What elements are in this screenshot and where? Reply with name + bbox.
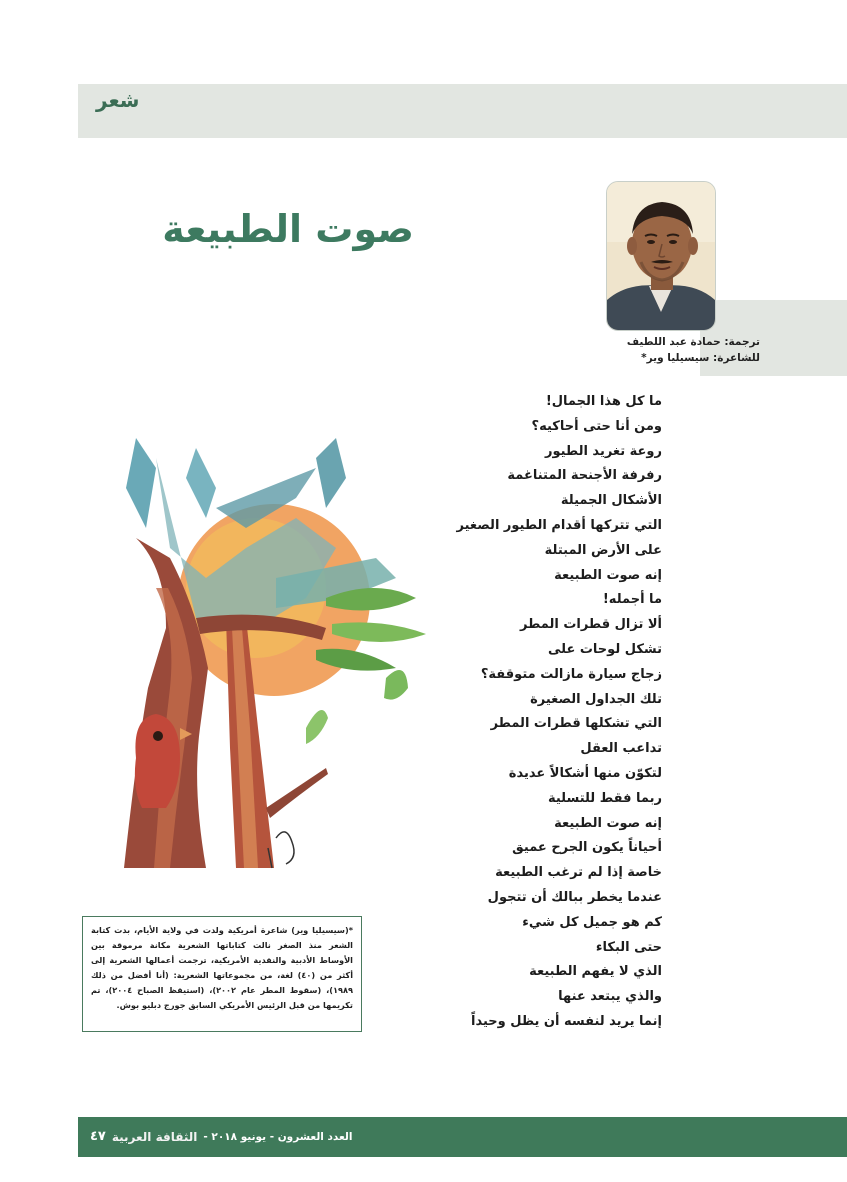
poem-credits xyxy=(610,334,760,366)
poem-line: عندما يخطر ببالك أن تتجول xyxy=(487,889,662,905)
poem-line: إنه صوت الطبيعة xyxy=(554,815,662,831)
magazine-name: الثقافة العربية xyxy=(111,1130,198,1144)
footer xyxy=(90,1117,352,1157)
translator-credit: ترجمة: حمادة عبد اللطيف xyxy=(626,336,760,348)
translator-photo xyxy=(606,181,716,331)
poem-line: زجاج سيارة مازالت متوقفة؟ xyxy=(480,666,662,682)
poem-line: على الأرض المبتلة xyxy=(544,542,662,558)
poem-line: والذي يبتعد عنها xyxy=(558,989,662,1005)
poem-line: ربما فقط للتسلية xyxy=(547,790,662,806)
poem-line: رفرفة الأجنحة المتناغمة xyxy=(507,468,662,484)
poem-line: تلك الجداول الصغيرة xyxy=(530,691,662,707)
poem-line: الأشكال الجميلة xyxy=(560,493,662,509)
poet-credit: للشاعرة: سيسيليا وير* xyxy=(641,352,760,364)
poem-line: تشكل لوحات على xyxy=(547,641,662,657)
poem-line: تداعب العقل xyxy=(580,741,662,757)
poem-line: ألا تزال قطرات المطر xyxy=(519,617,662,633)
portrait-image xyxy=(607,182,715,330)
poem-line: روعة تغريد الطيور xyxy=(544,443,662,459)
section-header-band xyxy=(78,84,847,138)
poem-line: الذي لا يفهم الطبيعة xyxy=(529,964,662,980)
issue-info: العدد العشرون - يونيو ٢٠١٨ - xyxy=(203,1131,353,1143)
poem-line: كم هو جميل كل شيء xyxy=(522,914,662,930)
poem-line: ما أجمله! xyxy=(602,592,662,608)
section-label: شعر xyxy=(96,88,140,112)
poem-line: خاصة إذا لم ترغب الطبيعة xyxy=(495,865,662,881)
poem-line: التي تتركها أقدام الطيور الصغير xyxy=(456,517,662,533)
poet-biography-footnote: *(سيسيليا وير) شاعرة أمريكية ولدت في ولاية الأيام، بدت كتابة الشعر منذ الصغر نالت كتاباتها الشعرية مكانة مرموقة بين الأوساط الأدبية والنقدية الأمريكية، ترجمت أعمالها الشعرية إلى أكثر من (٤٠) لغة، من مجموعاتها الشعرية: (أنا أفضل من ذلك ١٩٨٩)، (سقوط المطر عام ٢٠٠٢)، (استيقظ الصباح ٢٠٠٤)، تم تكريمها من قبل الرئيس الأمريكي السابق جورج دبليو بوش. xyxy=(82,916,362,1032)
poem-line: ما كل هذا الجمال! xyxy=(545,394,662,409)
poem-line: أحياناً يكون الجرح عميق xyxy=(512,840,662,856)
tree-bird-illustration xyxy=(96,428,432,892)
page-number: ٤٧ xyxy=(90,1129,106,1144)
poem-line: لتكوّن منها أشكالاً عديدة xyxy=(508,765,662,781)
poem-body xyxy=(440,390,662,1035)
poem-title: صوت الطبيعة xyxy=(162,207,414,251)
poem-line: ومن أنا حتى أحاكيه؟ xyxy=(531,418,662,434)
poem-line: إنما يريد لنفسه أن يظل وحيداً xyxy=(470,1013,662,1029)
poem-line: التي تشكلها قطرات المطر xyxy=(490,716,662,732)
painting xyxy=(96,428,432,892)
poem-line: حتى البكاء xyxy=(595,939,662,955)
poem-line: إنه صوت الطبيعة xyxy=(554,567,662,583)
